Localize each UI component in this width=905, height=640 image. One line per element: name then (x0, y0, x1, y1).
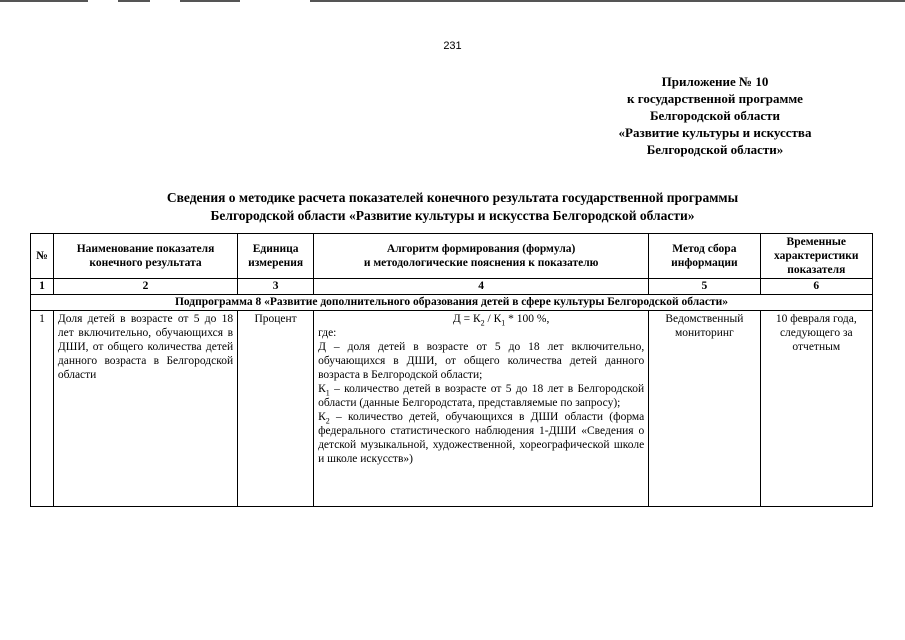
subscript: 1 (501, 318, 506, 328)
header-algorithm (314, 234, 649, 279)
header-row (31, 234, 873, 279)
appendix-line: Белгородской области» (646, 142, 784, 157)
k2-symbol: К (318, 411, 326, 423)
definition-d: Д – доля детей в возрасте от 5 до 18 лет включительно, обучающихся в ДШИ, от общего количества детей данного возраста в Белгородской области; (318, 341, 645, 381)
title-line: Сведения о методике расчета показателей конечного результата государственной программы (166, 190, 739, 205)
table-row (31, 311, 873, 507)
methodology-table (30, 233, 873, 507)
formula-d: Д (452, 313, 461, 325)
appendix-block (560, 73, 870, 158)
appendix-line: «Развитие культуры и искусства (618, 125, 812, 140)
column-number: 4 (314, 279, 649, 295)
scan-edge-line (310, 0, 905, 2)
column-number: 5 (649, 279, 760, 295)
header-method: Метод сбора информации (649, 234, 760, 279)
title-line: Белгородской области «Развитие культуры и искусства Белгородской области» (210, 208, 695, 223)
definition-k2 (318, 410, 644, 466)
unit-of-measure: Процент (238, 311, 314, 507)
subscript: 2 (480, 318, 485, 328)
column-number: 1 (31, 279, 54, 295)
subscript: 1 (325, 388, 330, 398)
timing-characteristics: 10 февраля года, следующего за отчетным (760, 311, 872, 507)
scan-edge-line (0, 0, 88, 2)
header-num: № (31, 234, 54, 279)
k1-symbol: К (318, 383, 326, 395)
document-title (0, 189, 905, 225)
column-number: 3 (238, 279, 314, 295)
subprogram-title: Подпрограмма 8 «Развитие дополнительного образования детей в сфере культуры Белгородской области» (31, 295, 873, 311)
subprogram-row (31, 295, 873, 311)
indicator-name: Доля детей в возрасте от 5 до 18 лет включительно, обучающихся в ДШИ, от общего количества детей данного возраста в Белгородской области (53, 311, 237, 507)
formula-rest: * 100 %, (508, 313, 550, 325)
formula-k2: К (473, 313, 481, 325)
column-number-row (31, 279, 873, 295)
k1-text: – количество детей в возрасте от 5 до 18 лет в Белгородской области (данные Белгородстата, представляемые по запросу); (318, 383, 645, 409)
algorithm-cell (314, 311, 649, 507)
column-number: 2 (53, 279, 237, 295)
appendix-line: Белгородской области (649, 108, 781, 123)
definition-k1 (318, 382, 644, 410)
scan-edge-line (118, 0, 150, 2)
header-timing: Временные характеристики показателя (760, 234, 872, 279)
appendix-line: к государственной программе (627, 91, 803, 106)
formula: $Д = К_2 / К_1 * 100$ %, (452, 313, 550, 328)
appendix-line: Приложение № 10 (661, 74, 769, 89)
k2-text: – количество детей, обучающихся в ДШИ области (форма федерального статистического наблюдения 1-ДШИ «Сведения о детской музыкальной, художественной, хореографической школе и школе искусств») (318, 411, 645, 465)
column-number: 6 (760, 279, 872, 295)
scan-edge-line (180, 0, 240, 2)
where-label: где: (318, 327, 337, 339)
row-number: 1 (31, 311, 54, 507)
formula-k1: К (493, 313, 502, 325)
page-number: 231 (443, 40, 462, 52)
header-algorithm-line: Алгоритм формирования (формула) (386, 243, 576, 255)
header-unit: Единица измерения (238, 234, 314, 279)
header-algorithm-line: и методологические пояснения к показателю (363, 257, 599, 269)
subscript: 2 (325, 416, 330, 426)
collection-method: Ведомственный мониторинг (649, 311, 760, 507)
header-indicator: Наименование показателя конечного результата (53, 234, 237, 279)
